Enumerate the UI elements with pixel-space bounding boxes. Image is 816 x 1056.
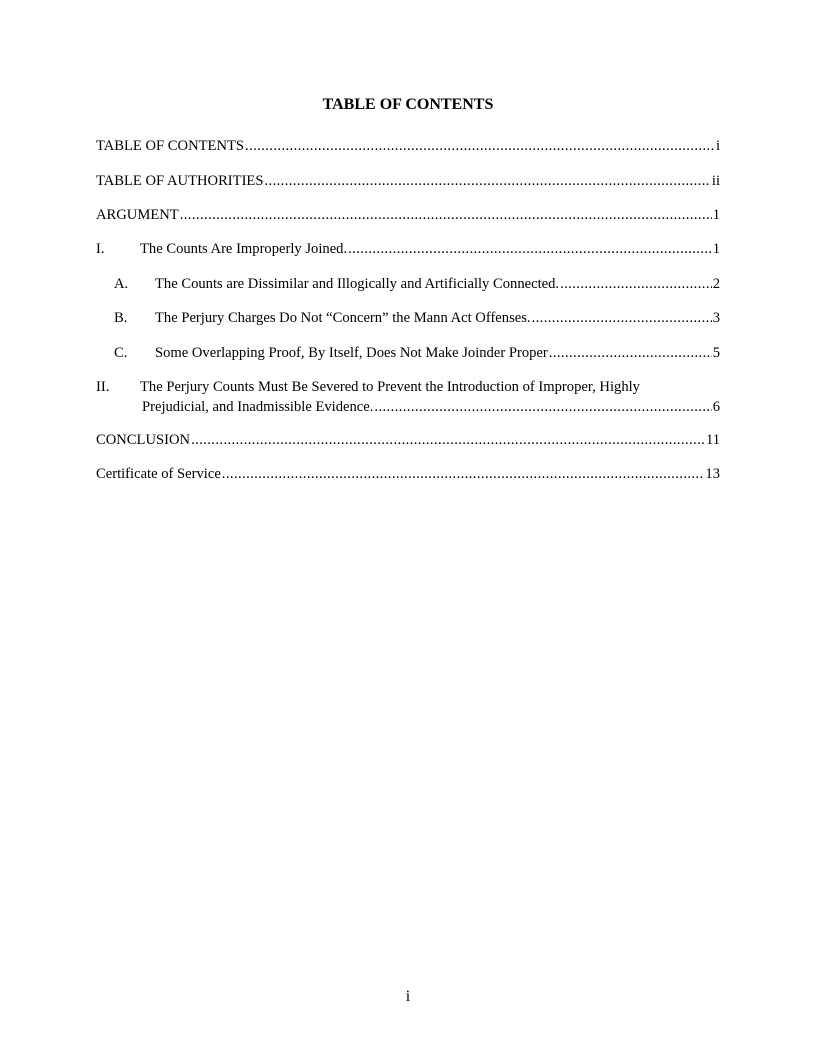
toc-page-number: 2: [712, 276, 720, 292]
toc-label-line-2: Prejudicial, and Inadmissible Evidence.: [142, 399, 374, 415]
footer-page-number: i: [405, 988, 411, 1005]
toc-entry-table-of-contents[interactable]: [96, 136, 720, 156]
toc-section-number: C.: [114, 345, 128, 361]
dot-leader: [560, 274, 712, 294]
toc-section-number: I.: [96, 241, 105, 257]
toc-page-number: 1: [712, 207, 720, 223]
toc-label: The Counts Are Improperly Joined.: [140, 241, 348, 257]
toc-label: Some Overlapping Proof, By Itself, Does Not Make Joinder Proper: [155, 345, 548, 361]
dot-leader: [374, 397, 711, 417]
dot-leader: [348, 239, 712, 259]
toc-page-number: 11: [705, 432, 720, 448]
dot-leader: [245, 136, 715, 156]
toc-label: Certificate of Service: [96, 466, 221, 482]
toc-label: ARGUMENT: [96, 207, 179, 223]
dot-leader: [532, 308, 712, 328]
toc-page-number: 6: [712, 399, 720, 415]
toc-entry-section-i-a[interactable]: [114, 274, 720, 294]
dot-leader: [180, 205, 712, 225]
toc-label: TABLE OF CONTENTS: [96, 138, 245, 154]
toc-entry-section-ii[interactable]: [96, 377, 720, 417]
toc-section-number: II.: [96, 379, 110, 395]
toc-section-number: B.: [114, 310, 128, 326]
toc-label: CONCLUSION: [96, 432, 191, 448]
toc-page-number: i: [715, 138, 720, 154]
toc-entry-section-i[interactable]: [96, 239, 720, 259]
toc-page-number: 5: [712, 345, 720, 361]
toc-section-number: A.: [114, 276, 129, 292]
toc-page-number: 1: [712, 241, 720, 257]
toc-label-line-1: The Perjury Counts Must Be Severed to Prevent the Introduction of Improper, Highly: [140, 379, 640, 395]
dot-leader: [549, 343, 712, 363]
toc-page-number: 3: [712, 310, 720, 326]
dot-leader: [191, 430, 705, 450]
toc-label: The Counts are Dissimilar and Illogically and Artificially Connected.: [155, 276, 560, 292]
page-title: TABLE OF CONTENTS: [322, 96, 494, 113]
toc-page-number: ii: [711, 173, 720, 189]
toc-entry-section-i-b[interactable]: [114, 308, 720, 328]
toc-entry-section-i-c[interactable]: [114, 343, 720, 363]
toc-entry-argument[interactable]: [96, 205, 720, 225]
toc-label: The Perjury Charges Do Not “Concern” the Mann Act Offenses.: [155, 310, 531, 326]
dot-leader: [222, 464, 705, 484]
dot-leader: [264, 171, 710, 191]
toc-label: TABLE OF AUTHORITIES: [96, 173, 264, 189]
toc-entry-conclusion[interactable]: [96, 430, 720, 450]
toc-page-number: 13: [705, 466, 720, 482]
toc-entry-table-of-authorities[interactable]: [96, 171, 720, 191]
toc-entry-certificate-of-service[interactable]: [96, 464, 720, 484]
